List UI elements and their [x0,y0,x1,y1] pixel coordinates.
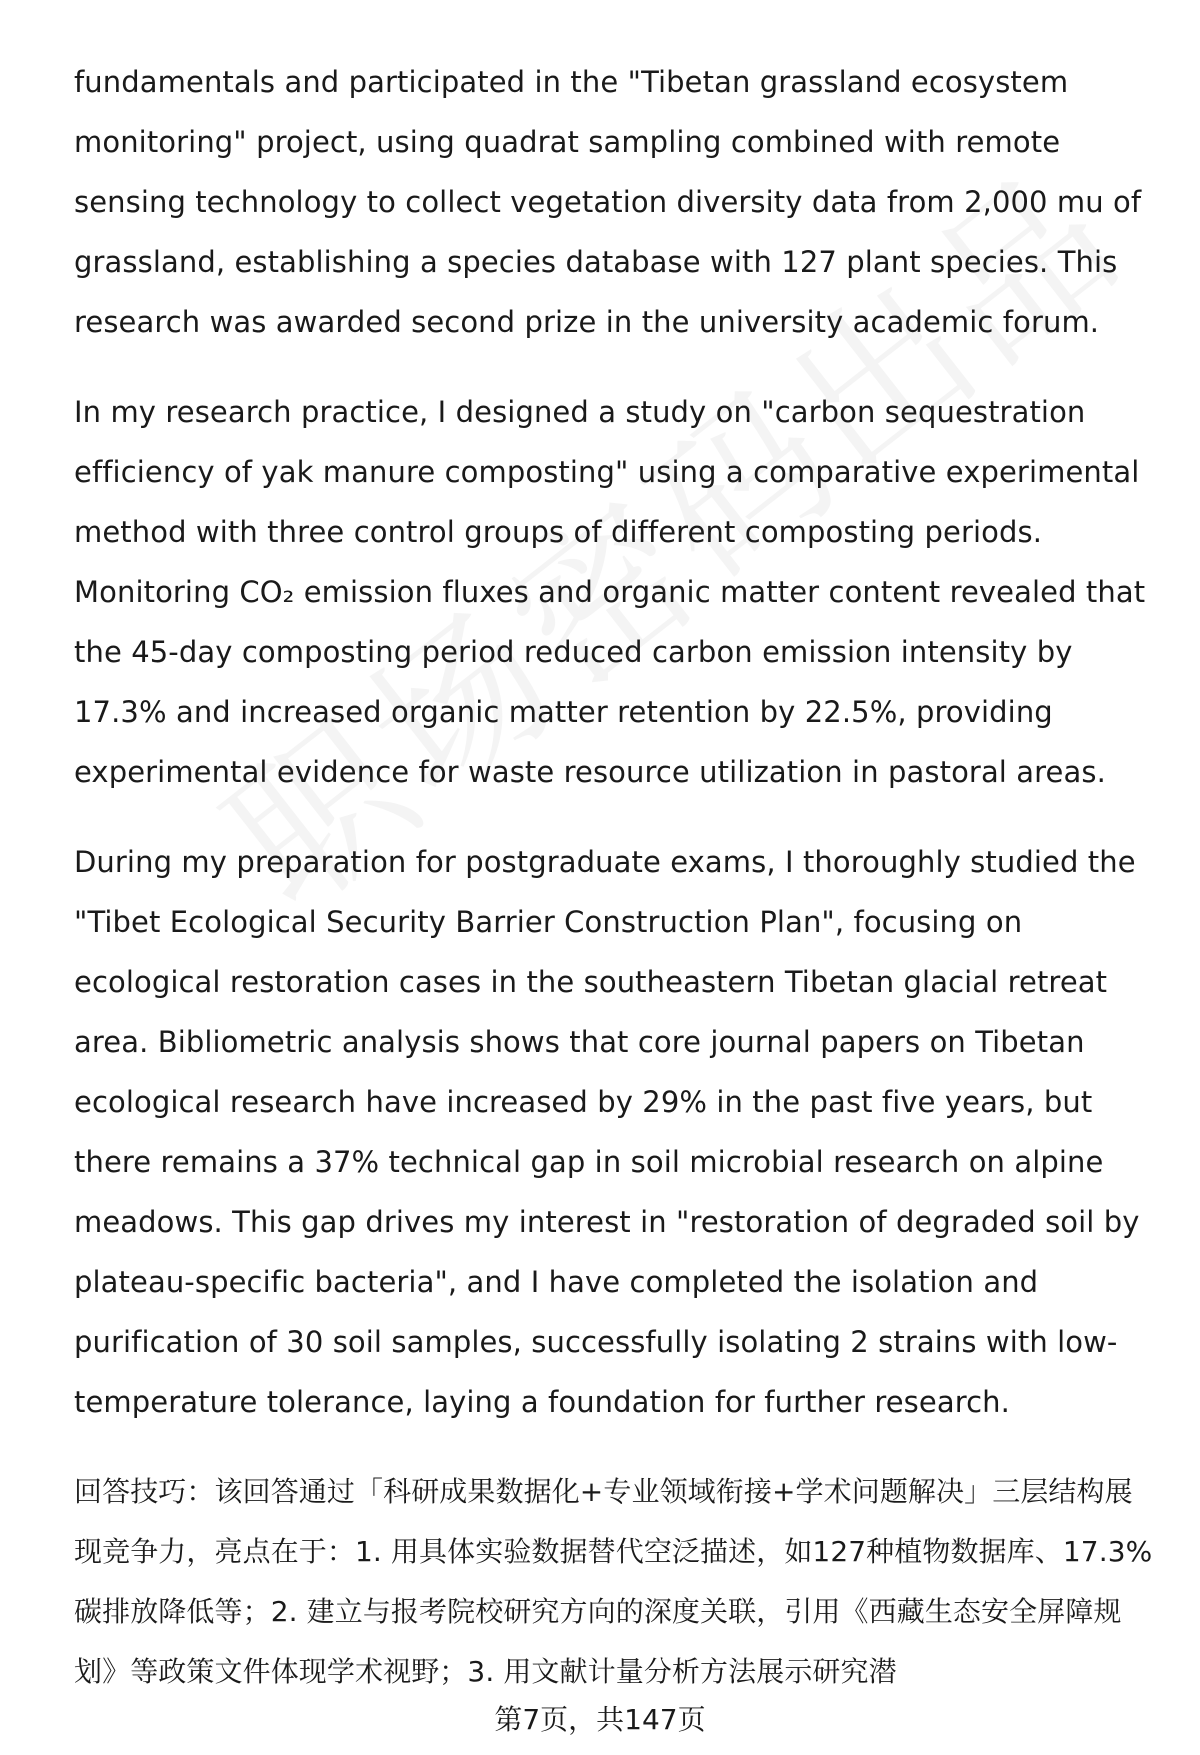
answer-tips: 回答技巧：该回答通过「科研成果数据化+专业领域衔接+学术问题解决」三层结构展现竞争力，亮点在于：1. 用具体实验数据替代空泛描述，如127种植物数据库、17.3%碳排放降低等；2. 建立与报考院校研究方向的深度关联，引用《西藏生态安全屏障规划》等政策文件体现学术视野；3. 用文献计量分析方法展示研究潜 [74,1475,1153,1688]
paragraph-2: In my research practice, I designed a study on "carbon sequestration efficiency of yak manure composting" using a comparative experimental method with three control groups of different composting periods. Monitoring CO₂ emission fluxes and organic matter content revealed that the 45-day composting period reduced carbon emission intensity by 17.3% and increased organic matter retention by 22.5%, providing experimental evidence for waste resource utilization in pastoral areas. [74,395,1146,789]
paragraph-1: fundamentals and participated in the "Tibetan grassland ecosystem monitoring" project, using quadrat sampling combined with remote sensing technology to collect vegetation diversity data from 2,000 mu of grassland, establishing a species database with 127 plant species. This research was awarded second prize in the university academic forum. [74,65,1142,339]
document-page [74,52,1174,1702]
paragraph-3: During my preparation for postgraduate exams, I thoroughly studied the "Tibet Ecological Security Barrier Construction Plan", focusing on ecological restoration cases in the southeastern Tibetan glacial retreat area. Bibliometric analysis shows that core journal papers on Tibetan ecological research have increased by 29% in the past five years, but there remains a 37% technical gap in soil microbial research on alpine meadows. This gap drives my interest in "restoration of degraded soil by plateau-specific bacteria", and I have completed the isolation and purification of 30 soil samples, successfully isolating 2 strains with low-temperature tolerance, laying a foundation for further research. [74,845,1140,1419]
page-number-footer: 第7页，共147页 [494,1703,706,1736]
